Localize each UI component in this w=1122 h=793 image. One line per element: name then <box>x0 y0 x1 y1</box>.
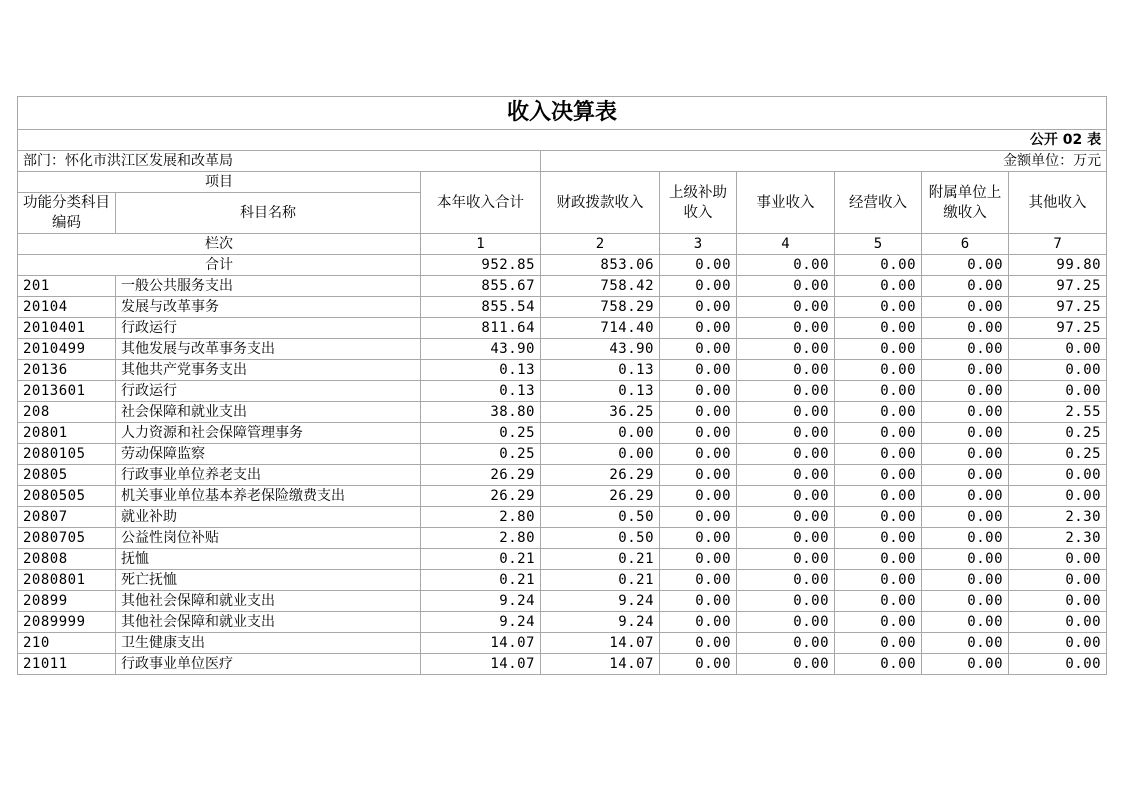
amount-cell: 0.00 <box>922 318 1009 339</box>
amount-cell: 0.00 <box>737 276 835 297</box>
amount-cell: 0.00 <box>835 528 922 549</box>
total-value: 853.06 <box>541 255 660 276</box>
department-label: 部门：怀化市洪江区发展和改革局 <box>18 151 541 172</box>
amount-cell: 0.21 <box>541 549 660 570</box>
subject-code: 2013601 <box>18 381 116 402</box>
amount-cell: 0.00 <box>835 423 922 444</box>
amount-cell: 38.80 <box>421 402 541 423</box>
subject-name: 就业补助 <box>116 507 421 528</box>
col-index-6: 6 <box>922 234 1009 255</box>
amount-cell: 0.00 <box>660 402 737 423</box>
header-item: 项目 <box>18 172 421 193</box>
amount-cell: 0.13 <box>541 381 660 402</box>
amount-cell: 0.00 <box>541 444 660 465</box>
amount-cell: 26.29 <box>421 465 541 486</box>
amount-cell: 14.07 <box>421 654 541 675</box>
amount-cell: 26.29 <box>541 465 660 486</box>
amount-cell: 26.29 <box>421 486 541 507</box>
amount-cell: 0.50 <box>541 507 660 528</box>
amount-cell: 0.00 <box>737 507 835 528</box>
amount-cell: 0.00 <box>660 591 737 612</box>
header-col-5: 经营收入 <box>835 172 922 234</box>
amount-cell: 0.00 <box>835 654 922 675</box>
amount-cell: 9.24 <box>421 612 541 633</box>
subject-code: 208 <box>18 402 116 423</box>
amount-cell: 97.25 <box>1009 318 1107 339</box>
amount-cell: 0.00 <box>1009 360 1107 381</box>
subject-code: 20899 <box>18 591 116 612</box>
amount-cell: 0.00 <box>835 444 922 465</box>
col-index-label: 栏次 <box>18 234 421 255</box>
amount-cell: 0.00 <box>922 633 1009 654</box>
subject-code: 210 <box>18 633 116 654</box>
total-value: 0.00 <box>835 255 922 276</box>
amount-cell: 2.30 <box>1009 528 1107 549</box>
subject-name: 其他社会保障和就业支出 <box>116 591 421 612</box>
subject-code: 21011 <box>18 654 116 675</box>
amount-cell: 0.00 <box>660 465 737 486</box>
table-row <box>18 570 1107 591</box>
amount-cell: 0.00 <box>737 612 835 633</box>
amount-cell: 0.00 <box>922 612 1009 633</box>
amount-cell: 0.00 <box>1009 381 1107 402</box>
income-final-accounts-table <box>17 96 1107 675</box>
amount-cell: 0.00 <box>660 360 737 381</box>
col-index-7: 7 <box>1009 234 1107 255</box>
header-code: 功能分类科目编码 <box>18 193 116 234</box>
amount-cell: 0.00 <box>922 381 1009 402</box>
amount-cell: 0.00 <box>835 276 922 297</box>
amount-cell: 0.00 <box>737 633 835 654</box>
amount-cell: 0.00 <box>737 402 835 423</box>
table-row <box>18 402 1107 423</box>
amount-cell: 0.00 <box>835 633 922 654</box>
amount-cell: 0.00 <box>922 297 1009 318</box>
amount-cell: 0.00 <box>660 318 737 339</box>
subject-name: 公益性岗位补贴 <box>116 528 421 549</box>
amount-cell: 0.00 <box>835 465 922 486</box>
amount-cell: 0.00 <box>1009 486 1107 507</box>
subject-code: 2080801 <box>18 570 116 591</box>
table-row <box>18 339 1107 360</box>
amount-cell: 0.00 <box>737 444 835 465</box>
table-row <box>18 654 1107 675</box>
amount-cell: 14.07 <box>541 633 660 654</box>
amount-cell: 0.00 <box>835 549 922 570</box>
amount-cell: 0.25 <box>421 423 541 444</box>
amount-cell: 0.00 <box>737 360 835 381</box>
amount-cell: 0.00 <box>1009 633 1107 654</box>
header-col-3: 上级补助收入 <box>660 172 737 234</box>
amount-cell: 0.50 <box>541 528 660 549</box>
amount-cell: 0.00 <box>835 339 922 360</box>
amount-cell: 97.25 <box>1009 276 1107 297</box>
subject-code: 20136 <box>18 360 116 381</box>
table-row <box>18 549 1107 570</box>
amount-cell: 0.00 <box>660 297 737 318</box>
amount-cell: 0.25 <box>1009 444 1107 465</box>
amount-cell: 0.00 <box>737 339 835 360</box>
amount-cell: 43.90 <box>421 339 541 360</box>
col-index-2: 2 <box>541 234 660 255</box>
subject-name: 抚恤 <box>116 549 421 570</box>
subject-code: 201 <box>18 276 116 297</box>
amount-cell: 758.29 <box>541 297 660 318</box>
amount-cell: 0.00 <box>660 507 737 528</box>
amount-cell: 0.13 <box>421 360 541 381</box>
subject-code: 2080105 <box>18 444 116 465</box>
table-row <box>18 297 1107 318</box>
subject-name: 其他共产党事务支出 <box>116 360 421 381</box>
table-row <box>18 633 1107 654</box>
amount-cell: 0.00 <box>835 591 922 612</box>
amount-cell: 0.00 <box>737 423 835 444</box>
amount-cell: 855.54 <box>421 297 541 318</box>
amount-cell: 0.00 <box>737 528 835 549</box>
amount-cell: 0.00 <box>660 528 737 549</box>
table-row <box>18 276 1107 297</box>
amount-cell: 0.00 <box>922 570 1009 591</box>
subject-name: 劳动保障监察 <box>116 444 421 465</box>
amount-cell: 0.00 <box>835 360 922 381</box>
table-row <box>18 507 1107 528</box>
subject-code: 2080705 <box>18 528 116 549</box>
subject-code: 2010499 <box>18 339 116 360</box>
amount-cell: 0.00 <box>835 570 922 591</box>
amount-cell: 0.00 <box>922 339 1009 360</box>
total-label: 合计 <box>18 255 421 276</box>
form-number: 公开 02 表 <box>18 130 1107 151</box>
amount-cell: 0.00 <box>660 486 737 507</box>
amount-cell: 2.80 <box>421 528 541 549</box>
table-row <box>18 528 1107 549</box>
header-col-6: 附属单位上缴收入 <box>922 172 1009 234</box>
amount-cell: 9.24 <box>541 612 660 633</box>
amount-cell: 0.00 <box>1009 591 1107 612</box>
total-row <box>18 255 1107 276</box>
subject-name: 社会保障和就业支出 <box>116 402 421 423</box>
amount-cell: 0.00 <box>835 318 922 339</box>
amount-cell: 0.00 <box>660 276 737 297</box>
amount-cell: 0.00 <box>922 276 1009 297</box>
subject-code: 2089999 <box>18 612 116 633</box>
amount-cell: 0.00 <box>737 297 835 318</box>
amount-cell: 758.42 <box>541 276 660 297</box>
subject-name: 行政运行 <box>116 318 421 339</box>
amount-cell: 97.25 <box>1009 297 1107 318</box>
subject-code: 20104 <box>18 297 116 318</box>
amount-cell: 0.00 <box>835 381 922 402</box>
amount-cell: 2.30 <box>1009 507 1107 528</box>
subject-name: 行政事业单位医疗 <box>116 654 421 675</box>
amount-cell: 0.00 <box>835 402 922 423</box>
amount-cell: 0.00 <box>660 339 737 360</box>
amount-cell: 9.24 <box>421 591 541 612</box>
amount-cell: 0.00 <box>922 465 1009 486</box>
amount-cell: 0.00 <box>922 591 1009 612</box>
amount-cell: 2.80 <box>421 507 541 528</box>
amount-cell: 0.00 <box>660 633 737 654</box>
subject-name: 其他社会保障和就业支出 <box>116 612 421 633</box>
amount-cell: 0.00 <box>660 570 737 591</box>
subject-name: 机关事业单位基本养老保险缴费支出 <box>116 486 421 507</box>
amount-cell: 0.00 <box>660 381 737 402</box>
subject-code: 20808 <box>18 549 116 570</box>
amount-cell: 0.25 <box>1009 423 1107 444</box>
subject-name: 一般公共服务支出 <box>116 276 421 297</box>
amount-cell: 0.00 <box>922 507 1009 528</box>
header-col-7: 其他收入 <box>1009 172 1107 234</box>
amount-cell: 0.00 <box>835 297 922 318</box>
col-index-3: 3 <box>660 234 737 255</box>
subject-code: 2080505 <box>18 486 116 507</box>
subject-code: 20801 <box>18 423 116 444</box>
amount-cell: 0.13 <box>421 381 541 402</box>
total-value: 0.00 <box>660 255 737 276</box>
table-row <box>18 318 1107 339</box>
total-value: 0.00 <box>737 255 835 276</box>
col-index-1: 1 <box>421 234 541 255</box>
amount-cell: 0.00 <box>660 549 737 570</box>
amount-cell: 0.21 <box>421 549 541 570</box>
subject-name: 卫生健康支出 <box>116 633 421 654</box>
amount-cell: 0.00 <box>737 486 835 507</box>
amount-cell: 0.00 <box>922 486 1009 507</box>
table-row <box>18 423 1107 444</box>
amount-cell: 0.00 <box>737 549 835 570</box>
col-index-5: 5 <box>835 234 922 255</box>
amount-cell: 0.00 <box>922 549 1009 570</box>
subject-code: 20807 <box>18 507 116 528</box>
subject-name: 人力资源和社会保障管理事务 <box>116 423 421 444</box>
subject-name: 发展与改革事务 <box>116 297 421 318</box>
amount-cell: 0.00 <box>737 654 835 675</box>
amount-cell: 714.40 <box>541 318 660 339</box>
amount-cell: 9.24 <box>541 591 660 612</box>
amount-cell: 0.00 <box>1009 339 1107 360</box>
amount-cell: 0.00 <box>835 486 922 507</box>
amount-cell: 0.00 <box>922 444 1009 465</box>
amount-cell: 0.00 <box>1009 549 1107 570</box>
table-row <box>18 360 1107 381</box>
amount-cell: 855.67 <box>421 276 541 297</box>
amount-cell: 0.21 <box>541 570 660 591</box>
amount-cell: 14.07 <box>421 633 541 654</box>
amount-cell: 0.00 <box>922 528 1009 549</box>
amount-cell: 0.21 <box>421 570 541 591</box>
subject-name: 行政事业单位养老支出 <box>116 465 421 486</box>
amount-cell: 0.00 <box>835 612 922 633</box>
amount-cell: 43.90 <box>541 339 660 360</box>
amount-cell: 0.00 <box>660 654 737 675</box>
amount-cell: 0.25 <box>421 444 541 465</box>
amount-cell: 0.00 <box>737 381 835 402</box>
table-row <box>18 591 1107 612</box>
subject-code: 20805 <box>18 465 116 486</box>
amount-unit-label: 金额单位：万元 <box>541 151 1107 172</box>
header-col-4: 事业收入 <box>737 172 835 234</box>
total-value: 952.85 <box>421 255 541 276</box>
table-row <box>18 381 1107 402</box>
amount-cell: 0.00 <box>1009 612 1107 633</box>
amount-cell: 0.00 <box>660 444 737 465</box>
page-title: 收入决算表 <box>18 97 1107 130</box>
amount-cell: 26.29 <box>541 486 660 507</box>
amount-cell: 0.00 <box>1009 654 1107 675</box>
total-value: 0.00 <box>922 255 1009 276</box>
amount-cell: 811.64 <box>421 318 541 339</box>
amount-cell: 2.55 <box>1009 402 1107 423</box>
amount-cell: 0.00 <box>737 465 835 486</box>
amount-cell: 0.00 <box>835 507 922 528</box>
amount-cell: 0.00 <box>1009 465 1107 486</box>
subject-name: 死亡抚恤 <box>116 570 421 591</box>
table-row <box>18 486 1107 507</box>
table-row <box>18 612 1107 633</box>
col-index-4: 4 <box>737 234 835 255</box>
amount-cell: 0.00 <box>660 423 737 444</box>
amount-cell: 0.00 <box>1009 570 1107 591</box>
table-row <box>18 444 1107 465</box>
subject-name: 行政运行 <box>116 381 421 402</box>
amount-cell: 0.00 <box>541 423 660 444</box>
subject-code: 2010401 <box>18 318 116 339</box>
total-value: 99.80 <box>1009 255 1107 276</box>
amount-cell: 0.00 <box>922 654 1009 675</box>
amount-cell: 0.00 <box>922 402 1009 423</box>
amount-cell: 14.07 <box>541 654 660 675</box>
header-col-1: 本年收入合计 <box>421 172 541 234</box>
amount-cell: 0.00 <box>922 360 1009 381</box>
amount-cell: 0.00 <box>737 591 835 612</box>
amount-cell: 0.00 <box>660 612 737 633</box>
amount-cell: 0.00 <box>922 423 1009 444</box>
header-col-2: 财政拨款收入 <box>541 172 660 234</box>
amount-cell: 0.13 <box>541 360 660 381</box>
table-row <box>18 465 1107 486</box>
header-name: 科目名称 <box>116 193 421 234</box>
amount-cell: 36.25 <box>541 402 660 423</box>
subject-name: 其他发展与改革事务支出 <box>116 339 421 360</box>
amount-cell: 0.00 <box>737 570 835 591</box>
amount-cell: 0.00 <box>737 318 835 339</box>
